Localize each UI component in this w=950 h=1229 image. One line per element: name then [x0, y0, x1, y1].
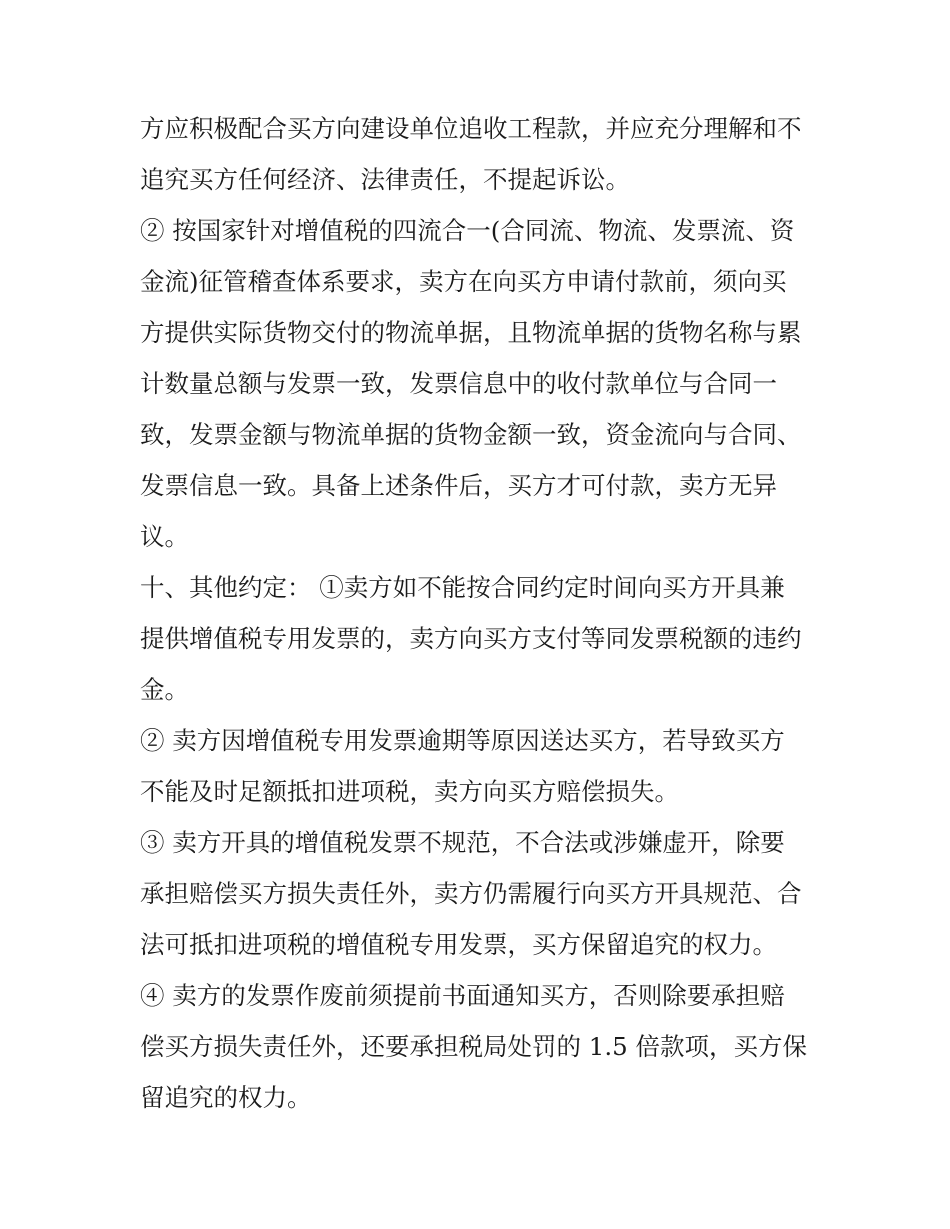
text-line: 追究买方任何经济、法律责任，不提起诉讼。 [140, 165, 630, 194]
text-line: ④ 卖方的发票作废前须提前书面通知买方，否则除要承担赔 [140, 981, 785, 1010]
text-line: 发票信息一致。具备上述条件后，买方才可付款，卖方无异 [140, 471, 777, 500]
document-body [140, 103, 815, 1123]
text-line: 不能及时足额抵扣进项税，卖方向买方赔偿损失。 [140, 777, 679, 806]
text-line: 金流)征管稽查体系要求，卖方在向买方申请付款前，须向买 [140, 267, 787, 296]
text-line: ② 卖方因增值税专用发票逾期等原因送达买方，若导致买方 [140, 726, 785, 755]
text-line: 偿买方损失责任外，还要承担税局处罚的 1.5 倍款项，买方保 [140, 1032, 808, 1061]
text-line: 十、其他约定： ①卖方如不能按合同约定时间向买方开具兼 [140, 573, 785, 602]
text-line: ② 按国家针对增值税的四流合一(合同流、物流、发票流、资 [140, 216, 795, 245]
text-line: ③ 卖方开具的增值税发票不规范，不合法或涉嫌虚开，除要 [140, 828, 785, 857]
text-line: 法可抵扣进项税的增值税专用发票，买方保留追究的权力。 [140, 930, 777, 959]
text-line: 承担赔偿买方损失责任外，卖方仍需履行向买方开具规范、合 [140, 879, 802, 908]
text-line: 计数量总额与发票一致，发票信息中的收付款单位与合同一 [140, 369, 777, 398]
text-line: 致，发票金额与物流单据的货物金额一致，资金流向与合同、 [140, 420, 802, 449]
text-line: 留追究的权力。 [140, 1083, 312, 1112]
text-line: 方提供实际货物交付的物流单据，且物流单据的货物名称与累 [140, 318, 802, 347]
text-line: 金。 [140, 675, 189, 704]
text-line: 方应积极配合买方向建设单位追收工程款，并应充分理解和不 [140, 114, 802, 143]
text-line: 议。 [140, 522, 189, 551]
text-line: 提供增值税专用发票的，卖方向买方支付等同发票税额的违约 [140, 624, 802, 653]
